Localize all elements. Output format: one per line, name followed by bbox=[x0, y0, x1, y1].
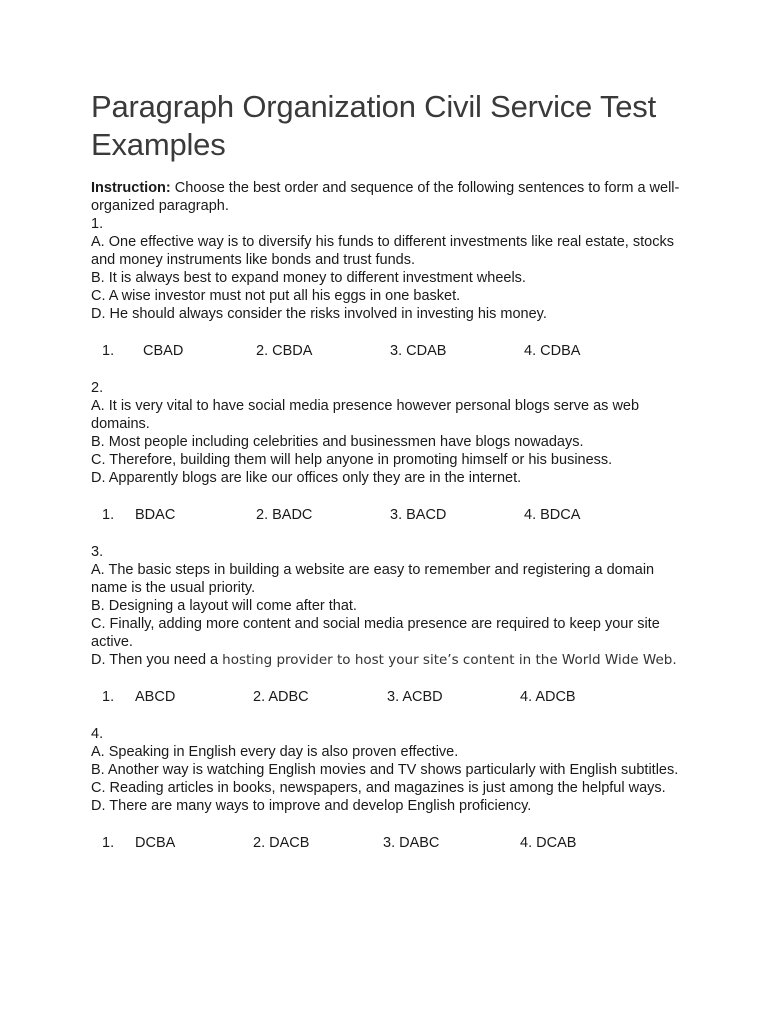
option-d: D. He should always consider the risks involved in investing his money. bbox=[91, 306, 547, 322]
option-d bbox=[91, 651, 691, 669]
option-b: B. Designing a layout will come after that. bbox=[91, 598, 357, 614]
instruction-text: Choose the best order and sequence of the following sentences to form a well-organized paragraph. bbox=[91, 180, 680, 214]
option-b: B. Another way is watching English movies and TV shows particularly with English subtitles. bbox=[91, 762, 679, 778]
answer-index: 1. bbox=[102, 689, 115, 705]
answer-choices-4 bbox=[91, 834, 691, 852]
option-a: A. One effective way is to diversify his funds to different investments like real estate, stocks and money instruments like bonds and trust funds. bbox=[91, 234, 674, 268]
instruction bbox=[91, 179, 691, 215]
answer-index: 1. bbox=[102, 507, 115, 523]
option-c: C. A wise investor must not put all his eggs in one basket. bbox=[91, 288, 461, 304]
document-page bbox=[91, 88, 691, 871]
option-a: A. Speaking in English every day is also proven effective. bbox=[91, 744, 459, 760]
answer-choices-3 bbox=[91, 688, 691, 706]
answer-choice-2: 2. CBDA bbox=[256, 343, 313, 359]
answer-choice-3: 3. ACBD bbox=[387, 689, 443, 705]
answer-choice-4: 4. CDBA bbox=[524, 343, 581, 359]
option-b: B. Most people including celebrities and businessmen have blogs nowadays. bbox=[91, 434, 584, 450]
question-4 bbox=[91, 725, 691, 815]
answer-index: 1. bbox=[102, 835, 115, 851]
question-number: 4. bbox=[91, 726, 104, 742]
answer-choice-1: DCBA bbox=[135, 835, 176, 851]
option-a: A. The basic steps in building a website are easy to remember and registering a domain name is the usual priority. bbox=[91, 562, 655, 596]
option-b: B. It is always best to expand money to different investment wheels. bbox=[91, 270, 526, 286]
answer-index: 1. bbox=[102, 343, 115, 359]
instruction-label: Instruction: bbox=[91, 180, 171, 196]
answer-choice-2: 2. ADBC bbox=[253, 689, 309, 705]
answer-choices-1 bbox=[91, 342, 691, 360]
question-number: 2. bbox=[91, 380, 104, 396]
page-title: Paragraph Organization Civil Service Test Examples bbox=[91, 89, 656, 162]
option-d: D. There are many ways to improve and develop English proficiency. bbox=[91, 798, 532, 814]
answer-choice-1: ABCD bbox=[135, 689, 176, 705]
answer-choice-1: BDAC bbox=[135, 507, 176, 523]
answer-choice-1: CBAD bbox=[143, 343, 184, 359]
option-d-end: hosting provider to host your site’s content in the World Wide Web. bbox=[222, 652, 677, 668]
option-d: D. Apparently blogs are like our offices only they are in the internet. bbox=[91, 470, 522, 486]
option-c: C. Finally, adding more content and social media presence are required to keep your site active. bbox=[91, 616, 660, 650]
answer-choice-4: 4. BDCA bbox=[524, 507, 581, 523]
answer-choice-4: 4. DCAB bbox=[520, 835, 577, 851]
option-a: A. It is very vital to have social media presence however personal blogs serve as web domains. bbox=[91, 398, 640, 432]
answer-choice-2: 2. DACB bbox=[253, 835, 310, 851]
answer-choice-4: 4. ADCB bbox=[520, 689, 576, 705]
option-d-start: D. Then you need a bbox=[91, 652, 223, 668]
answer-choice-3: 3. BACD bbox=[390, 507, 447, 523]
question-number: 3. bbox=[91, 544, 104, 560]
question-number: 1. bbox=[91, 216, 104, 232]
question-3 bbox=[91, 543, 691, 669]
option-c: C. Reading articles in books, newspapers, and magazines is just among the helpful ways. bbox=[91, 780, 666, 796]
answer-choice-2: 2. BADC bbox=[256, 507, 313, 523]
answer-choice-3: 3. DABC bbox=[383, 835, 440, 851]
question-2 bbox=[91, 379, 691, 487]
option-c: C. Therefore, building them will help anyone in promoting himself or his business. bbox=[91, 452, 613, 468]
answer-choice-3: 3. CDAB bbox=[390, 343, 447, 359]
question-1 bbox=[91, 215, 691, 323]
answer-choices-2 bbox=[91, 506, 691, 524]
